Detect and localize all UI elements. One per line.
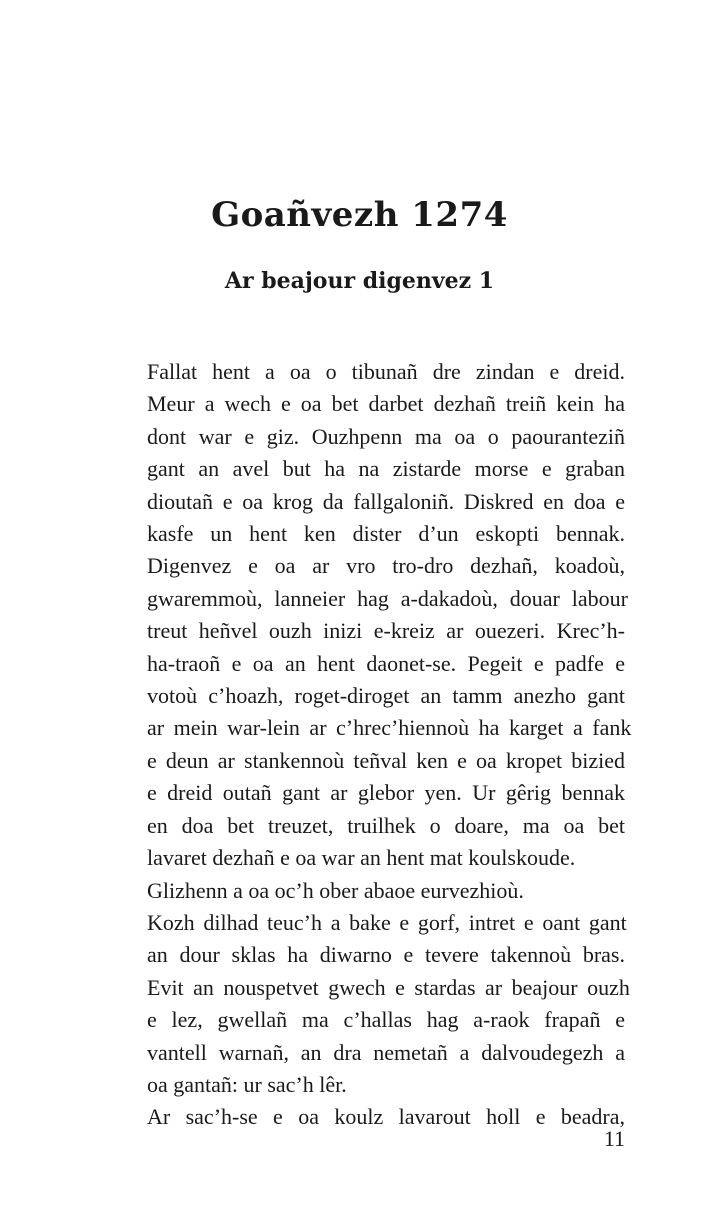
text-line: dont war e giz. Ouzhpenn ma oa o paouranteziñ	[147, 423, 625, 449]
body-text	[115, 356, 632, 1134]
text-line: e lez, gwellañ ma c’hallas hag a-raok frapañ e	[147, 1007, 625, 1033]
text-line: lavaret dezhañ e oa war an hent mat koulskoude.	[147, 845, 576, 871]
text-line: Ar sac’h-se e oa koulz lavarout holl e beadra,	[147, 1104, 625, 1130]
text-line: Fallat hent a oa o tibunañ dre zindan e dreid.	[147, 359, 625, 384]
text-line: e deun ar stankennoù teñval ken e oa kropet bizied	[147, 747, 625, 773]
paragraph-2	[115, 875, 630, 1102]
paragraph-3	[115, 1101, 625, 1133]
text-line: an dour sklas ha diwarno e tevere takennoù bras.	[147, 942, 625, 968]
text-line: Glizhenn a oa oc’h ober abaoe eurvezhioù.	[147, 877, 524, 903]
text-line: gwaremmoù, lanneier hag a-dakadoù, douar labour	[147, 585, 628, 611]
text-line: kasfe un hent ken dister d’un eskopti bennak.	[147, 521, 625, 547]
chapter-subtitle: Ar beajour digenvez 1	[224, 268, 495, 294]
text-line: ar mein war-lein ar c’hrec’hiennoù ha karget a fank	[147, 715, 632, 741]
text-line: votoù c’hoazh, roget-diroget an tamm anezho gant	[147, 683, 625, 709]
text-line: gant an avel but ha na zistarde morse e graban	[147, 456, 625, 482]
text-line: e dreid outañ gant ar glebor yen. Ur gêrig bennak	[147, 780, 625, 806]
text-line: Evit an nouspetvet gwech e stardas ar beajour ouzh	[147, 974, 630, 1000]
text-line: oa gantañ: ur sac’h lêr.	[147, 1071, 347, 1097]
text-line: dioutañ e oa krog da fallgaloniñ. Diskred en doa e	[147, 488, 625, 514]
paragraph-1	[115, 356, 632, 875]
text-line: Digenvez e oa ar vro tro-dro dezhañ, koadoù,	[147, 553, 625, 579]
text-line: treut heñvel ouzh inizi e-kreiz ar ouezeri. Krec’h-	[147, 618, 625, 644]
text-line: ha-traoñ e oa an hent daonet-se. Pegeit e padfe e	[147, 650, 625, 676]
text-line: Meur a wech e oa bet darbet dezhañ treiñ kein ha	[147, 391, 625, 417]
text-line: en doa bet treuzet, truilhek o doare, ma oa bet	[147, 812, 625, 838]
page-number: 11	[603, 1126, 625, 1151]
text-line: vantell warnañ, an dra nemetañ a dalvoudegezh a	[147, 1039, 625, 1065]
chapter-title: Goañvezh 1274	[211, 195, 508, 235]
text-line: Kozh dilhad teuc’h a bake e gorf, intret e oant gant	[147, 909, 627, 935]
